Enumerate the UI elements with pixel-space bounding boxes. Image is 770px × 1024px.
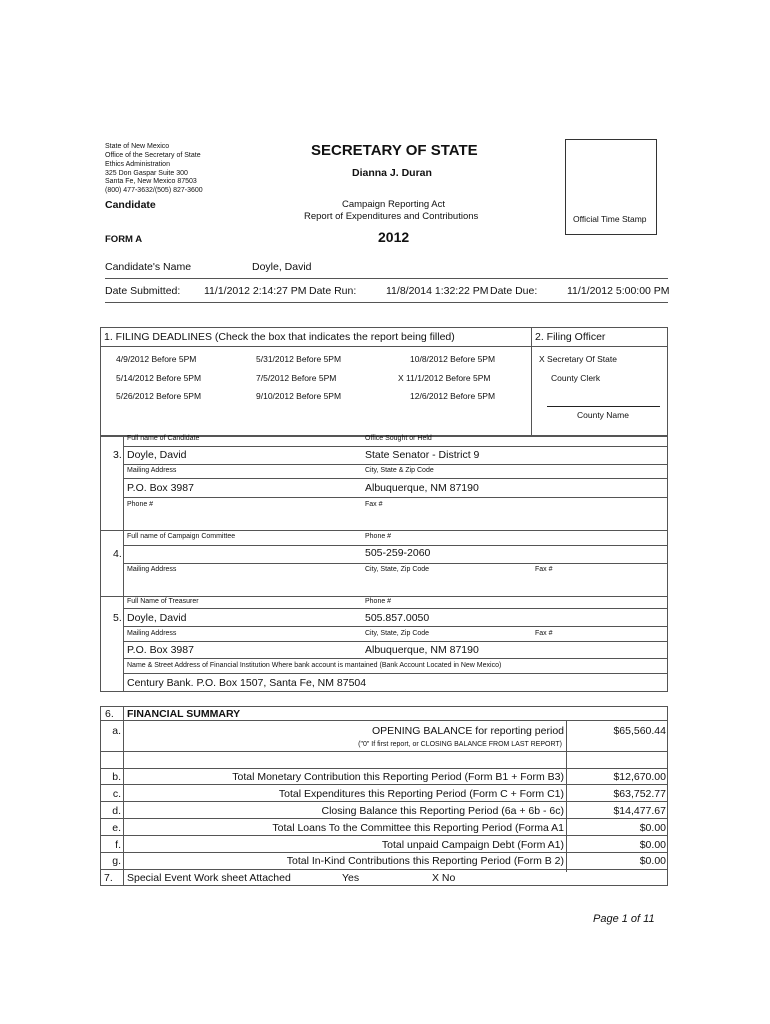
- field-label: Phone #: [365, 533, 392, 540]
- officer-option-selected[interactable]: X Secretary Of State: [539, 354, 617, 364]
- special-event-yes[interactable]: Yes: [342, 872, 360, 884]
- financial-summary-heading: FINANCIAL SUMMARY: [127, 708, 241, 720]
- divider: [123, 706, 124, 886]
- candidate-heading: Candidate: [105, 199, 156, 211]
- field-label: Office Sought or Held: [365, 435, 432, 442]
- opening-balance-value[interactable]: $65,560.44: [613, 725, 666, 737]
- time-stamp-box: [565, 139, 657, 235]
- field-label: Phone #: [127, 501, 154, 508]
- divider: [123, 497, 668, 498]
- treasurer-mailing-address[interactable]: P.O. Box 3987: [127, 644, 194, 656]
- divider: [123, 545, 668, 546]
- row-letter: b.: [112, 771, 121, 783]
- filing-deadlines-heading: 1. FILING DEADLINES (Check the box that indicates the report being filled): [104, 331, 455, 343]
- office-sought[interactable]: State Senator - District 9: [365, 449, 480, 461]
- divider: [100, 801, 668, 802]
- summary-row-value[interactable]: $63,752.77: [613, 788, 666, 800]
- date-due-value: 11/1/2012 5:00:00 PM: [567, 285, 670, 297]
- field-label: Full name of Campaign Committee: [127, 533, 236, 540]
- divider: [100, 751, 668, 752]
- special-event-no-selected[interactable]: X No: [432, 872, 456, 884]
- summary-row-value[interactable]: $0.00: [639, 822, 666, 834]
- candidate-city[interactable]: Albuquerque, NM 87190: [365, 482, 479, 494]
- report-title: Report of Expenditures and Contributions: [304, 211, 479, 222]
- deadline-option[interactable]: 5/26/2012 Before 5PM: [116, 391, 202, 401]
- date-due-label: Date Due:: [490, 285, 538, 297]
- row-letter: g.: [112, 855, 121, 867]
- agency-line: Office of the Secretary of State: [105, 152, 201, 159]
- divider: [123, 626, 668, 627]
- divider: [100, 596, 668, 597]
- agency-line: (800) 477-3632/(505) 827-3600: [105, 187, 203, 194]
- divider: [100, 720, 668, 721]
- row-letter: f.: [115, 839, 121, 851]
- row-letter: d.: [112, 805, 121, 817]
- official-name: Dianna J. Duran: [352, 167, 432, 179]
- deadline-option[interactable]: 5/14/2012 Before 5PM: [116, 373, 202, 383]
- divider: [100, 835, 668, 836]
- divider: [123, 673, 668, 674]
- divider: [123, 446, 668, 447]
- field-label: Fax #: [535, 566, 553, 573]
- section-number: 6.: [105, 708, 114, 720]
- summary-row-label: Total In-Kind Contributions this Reporting Period (Form B 2): [286, 855, 564, 867]
- treasurer-full-name[interactable]: Doyle, David: [127, 612, 187, 624]
- section-number: 7.: [104, 872, 113, 884]
- field-label: Fax #: [365, 501, 383, 508]
- divider: [123, 641, 668, 642]
- summary-row-label: Closing Balance this Reporting Period (6a + 6b - 6c): [321, 805, 564, 817]
- candidate-full-name[interactable]: Doyle, David: [127, 449, 187, 461]
- summary-row-value[interactable]: $14,477.67: [613, 805, 666, 817]
- page-title: SECRETARY OF STATE: [311, 142, 478, 159]
- county-name-label: County Name: [577, 410, 629, 420]
- divider: [123, 436, 124, 692]
- special-event-label: Special Event Work sheet Attached: [127, 872, 291, 884]
- field-label: Mailing Address: [127, 566, 177, 573]
- field-label: City, State & Zip Code: [365, 467, 434, 474]
- divider: [123, 478, 668, 479]
- field-label: Mailing Address: [127, 467, 177, 474]
- opening-balance-label: OPENING BALANCE for reporting period: [372, 725, 564, 737]
- divider: [531, 327, 532, 436]
- summary-row-label: Total Loans To the Committee this Reporting Period (Forma A1: [272, 822, 564, 834]
- field-label: Fax #: [535, 630, 553, 637]
- summary-row-label: Total unpaid Campaign Debt (Form A1): [381, 839, 564, 851]
- divider: [100, 346, 668, 347]
- report-year: 2012: [378, 229, 410, 245]
- candidate-name-label: Candidate's Name: [105, 261, 192, 273]
- time-stamp-label: Official Time Stamp: [573, 214, 647, 224]
- summary-row-value[interactable]: $0.00: [639, 839, 666, 851]
- act-title: Campaign Reporting Act: [342, 199, 445, 210]
- divider: [100, 852, 668, 853]
- agency-line: Ethics Administration: [105, 161, 170, 168]
- date-submitted-value: 11/1/2012 2:14:27 PM: [204, 285, 307, 297]
- field-label: Phone #: [365, 598, 392, 605]
- opening-balance-note: ("0" If first report, or CLOSING BALANCE FROM LAST REPORT): [358, 741, 562, 748]
- summary-row-value[interactable]: $12,670.00: [613, 771, 666, 783]
- date-submitted-label: Date Submitted:: [105, 285, 181, 297]
- summary-row-label: Total Monetary Contribution this Reporting Period (Form B1 + Form B3): [232, 771, 564, 783]
- divider: [100, 869, 668, 870]
- divider: [100, 768, 668, 769]
- county-name-line: [547, 406, 660, 407]
- field-label: Full name of Candidate: [127, 435, 200, 442]
- page-number: Page 1 of 11: [593, 913, 655, 925]
- row-letter: e.: [112, 822, 121, 834]
- divider: [105, 302, 668, 303]
- row-letter: a.: [112, 725, 121, 737]
- candidate-mailing-address[interactable]: P.O. Box 3987: [127, 482, 194, 494]
- deadline-option[interactable]: 7/5/2012 Before 5PM: [256, 373, 337, 383]
- field-label: Name & Street Address of Financial Institution Where bank account is mantained (Bank Account Located in New Mexico): [127, 662, 502, 669]
- divider: [123, 563, 668, 564]
- divider: [123, 464, 668, 465]
- date-run-label: Date Run:: [309, 285, 357, 297]
- deadline-option-selected[interactable]: X 11/1/2012 Before 5PM: [398, 373, 491, 383]
- filing-officer-heading: 2. Filing Officer: [535, 331, 606, 343]
- candidate-name-value: Doyle, David: [252, 261, 312, 273]
- officer-option[interactable]: County Clerk: [551, 373, 601, 383]
- deadline-option[interactable]: 10/8/2012 Before 5PM: [410, 354, 496, 364]
- divider: [100, 784, 668, 785]
- divider: [123, 658, 668, 659]
- date-run-value: 11/8/2014 1:32:22 PM: [386, 285, 489, 297]
- summary-row-value[interactable]: $0.00: [639, 855, 666, 867]
- agency-line: State of New Mexico: [105, 143, 170, 150]
- divider: [105, 278, 668, 279]
- field-label: Mailing Address: [127, 630, 177, 637]
- field-label: City, State, Zip Code: [365, 630, 430, 637]
- treasurer-phone[interactable]: 505.857.0050: [365, 612, 430, 624]
- deadline-option[interactable]: 12/6/2012 Before 5PM: [410, 391, 496, 401]
- divider: [566, 720, 567, 872]
- section-number: 3.: [113, 449, 122, 461]
- divider: [100, 530, 668, 531]
- section-number: 5.: [113, 612, 122, 624]
- field-label: Full Name of Treasurer: [127, 598, 199, 605]
- deadline-option[interactable]: 9/10/2012 Before 5PM: [256, 391, 342, 401]
- agency-line: Santa Fe, New Mexico 87503: [105, 178, 197, 185]
- section-number: 4.: [113, 548, 122, 560]
- deadline-option[interactable]: 4/9/2012 Before 5PM: [116, 354, 197, 364]
- bank-address[interactable]: Century Bank. P.O. Box 1507, Santa Fe, NM 87504: [127, 677, 367, 689]
- committee-phone[interactable]: 505-259-2060: [365, 547, 431, 559]
- divider: [100, 818, 668, 819]
- summary-row-label: Total Expenditures this Reporting Period (Form C + Form C1): [278, 788, 564, 800]
- agency-line: 325 Don Gaspar Suite 300: [105, 170, 188, 177]
- row-letter: c.: [112, 788, 121, 800]
- deadline-option[interactable]: 5/31/2012 Before 5PM: [256, 354, 342, 364]
- divider: [123, 608, 668, 609]
- treasurer-city[interactable]: Albuquerque, NM 87190: [365, 644, 479, 656]
- field-label: City, State, Zip Code: [365, 566, 430, 573]
- form-label: FORM A: [105, 234, 143, 245]
